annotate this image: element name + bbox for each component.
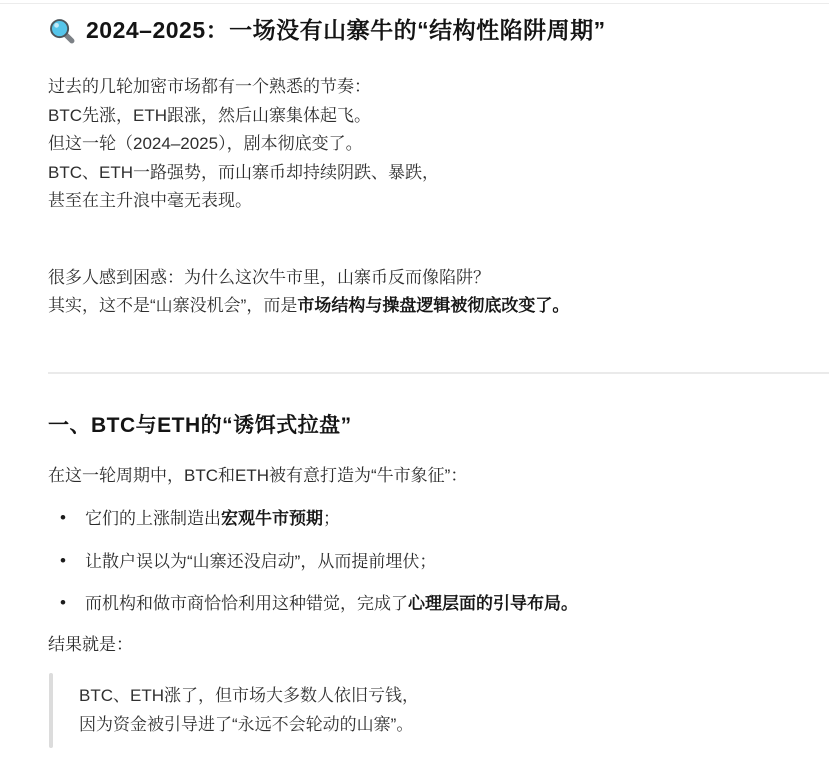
intro-paragraph xyxy=(48,73,797,216)
quote-block xyxy=(48,673,797,748)
list-item-text: 而机构和做市商恰恰利用这种错觉，完成了 xyxy=(85,594,408,613)
bullet-icon: • xyxy=(60,593,66,612)
list-item-suffix: ； xyxy=(323,509,340,528)
bullet-icon: • xyxy=(60,508,66,527)
puzzle-line xyxy=(48,292,797,321)
list-item-text: 让散户误以为“山寨还没启动”，从而提前埋伏； xyxy=(85,551,437,571)
bullet-icon: • xyxy=(60,550,66,570)
quote-line: 因为资金被引导进了“永远不会轮动的山寨”。 xyxy=(79,714,414,734)
intro-line: 过去的几轮加密市场都有一个熟悉的节奏： xyxy=(48,77,371,96)
list-item xyxy=(48,505,797,534)
result-label: 结果就是： xyxy=(48,634,133,654)
intro-line: 但这一轮（2024–2025），剧本彻底变了。 xyxy=(48,134,363,153)
list-item xyxy=(48,548,797,577)
page-title-text: 2024–2025：一场没有山寨牛的“结构性陷阱周期” xyxy=(86,17,606,43)
list-item-bold: 心理层面的引导布局。 xyxy=(408,594,578,613)
section1-heading: 一、BTC与ETH的“诱饵式拉盘” xyxy=(48,413,352,437)
section-divider xyxy=(48,372,829,374)
intro-line: BTC、ETH一路强势，而山寨币却持续阴跌、暴跌， xyxy=(48,162,439,182)
magnifier-icon xyxy=(48,17,75,44)
list-item xyxy=(48,590,797,619)
page-title xyxy=(48,13,797,47)
list-item-text: 它们的上涨制造出 xyxy=(85,509,221,528)
quote-line: BTC、ETH涨了，但市场大多数人依旧亏钱， xyxy=(79,686,419,705)
puzzle-line: 很多人感到困惑：为什么这次牛市里，山寨币反而像陷阱？ xyxy=(48,267,490,287)
puzzle-line-prefix: 其实，这不是“山寨没机会”，而是 xyxy=(48,296,298,315)
section1-lead: 在这一轮周期中，BTC和ETH被有意打造为“牛市象征”： xyxy=(48,465,468,485)
puzzle-paragraph xyxy=(48,264,797,321)
intro-line: 甚至在主升浪中毫无表现。 xyxy=(48,191,252,210)
top-divider-line xyxy=(0,3,829,4)
puzzle-line-bold: 市场结构与操盘逻辑被彻底改变了。 xyxy=(297,296,570,315)
intro-line: BTC先涨，ETH跟涨，然后山寨集体起飞。 xyxy=(48,105,371,125)
list-item-bold: 宏观牛市预期 xyxy=(221,509,323,528)
bullet-list xyxy=(48,505,797,619)
